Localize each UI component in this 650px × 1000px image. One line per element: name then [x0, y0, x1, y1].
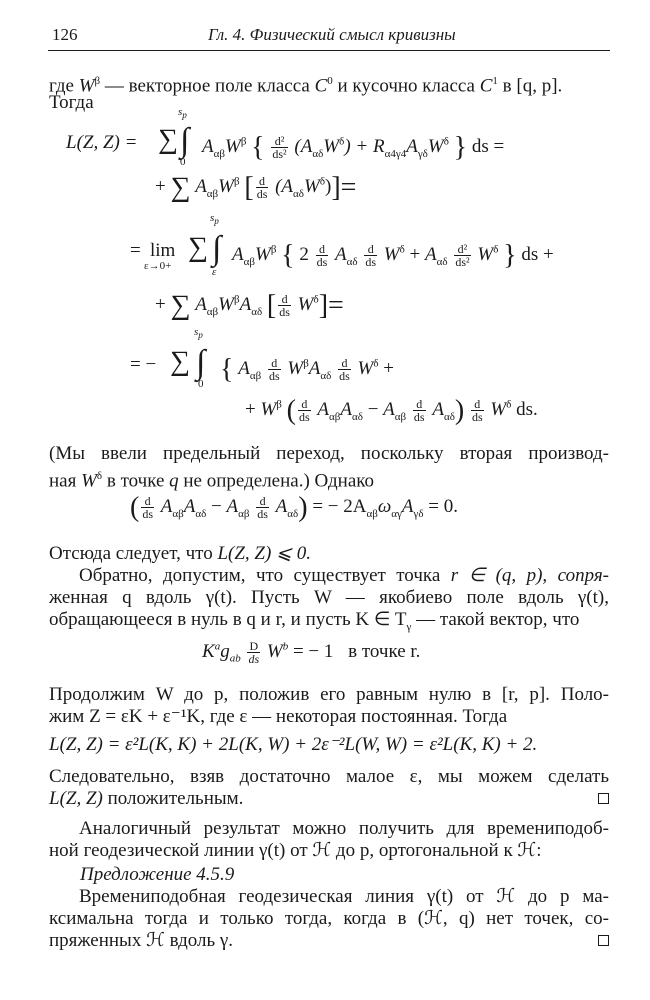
paragraph-line: Обратно, допустим, что существует точка r ∈ (q, p), сопря-	[79, 565, 610, 586]
page-number: 126	[52, 25, 78, 44]
math-symbol: W	[78, 75, 95, 97]
math-limit: lim	[150, 240, 176, 261]
paragraph-line: (Мы ввели предельный переход, поскольку вторая производ-	[49, 443, 609, 464]
math-integral: ∫	[180, 122, 190, 159]
text-run: — векторное поле класса	[104, 75, 310, 97]
proposition-line: ксимальна тогда и только тогда, когда в (ℋ, q) нет точек, со-	[49, 908, 609, 929]
integral-lower-limit: 0	[180, 156, 186, 168]
paragraph-line: L(Z, Z) положительным.	[49, 788, 244, 809]
math-symbol: C	[314, 75, 328, 97]
integrand: $A_{\alpha\beta}W^\beta$ { 2 $\frac{d}{ds}$ $A_{\alpha\delta}$ $\frac{d}{ds}$ $W^\delta + A_{\alpha\delta}$ $\frac{\text{d²}}{\text{ds²}}$ $W^\delta$ } ds +	[232, 240, 554, 271]
proposition-line: пряженных ℋ вдоль γ.	[49, 930, 234, 951]
math-superscript: β	[94, 75, 101, 87]
math-superscript: 1	[492, 75, 498, 87]
text-run: в [q, p].	[502, 75, 563, 97]
equation-7: ( $\frac{d}{ds}$ $A_{\alpha\beta}A_{\alpha\delta} - A_{\alpha\beta}$ $\frac{d}{ds}$ $A_{\alpha\delta}$) = − $2A_{\alpha\beta}\omega_{\alpha\gamma}A_{\gamma\delta} = 0$.	[130, 492, 459, 523]
integral-upper-limit: $s_p$	[178, 106, 187, 121]
equation-9: L(Z, Z) = ε²L(K, K) + 2L(K, W) + 2ε⁻²L(W, W) = ε²L(K, K) + 2.	[49, 734, 538, 755]
math-symbol: C	[479, 75, 493, 97]
end-of-proof-square	[598, 935, 609, 946]
math-lhs: L(Z, Z) =	[66, 132, 138, 153]
paragraph-intro-line	[49, 70, 562, 97]
paragraph-line: Следовательно, взяв достаточно малое ε, мы можем сделать	[49, 766, 609, 787]
paragraph-line: женная q вдоль γ(t). Пусть W — якобиево поле вдоль γ(t),	[49, 587, 609, 608]
book-page: 126 Гл. 4. Физический смысл кривизны где $W^\beta$ — векторное поле класса $C^0$ и кусочно класса $C^1$ в [q, p]. Тогда L(Z, Z) = ∑ ∫ $s_p$ 0 $A_{\alpha\beta}W^\beta$ { $\frac{\text{d²}}{\text{ds²}}$ $(A_{\alpha\delta}W^\delta) + R_{\alpha 4\gamma 4}A_{\gamma\delta}W^\delta$ } ds = + ∑ $A_{\alpha\beta}W^\beta$ [ $\frac{d}{ds}$ $(A_{\alpha\delta}W^\delta)]=$ = lim ε→0+ ∑ ∫ $s_p$ ε $A_{\alpha\beta}W^\beta$ { 2 $\frac{d}{ds}$ $A_{\alpha\delta}$ $\frac{d}{ds}$ $W^\delta + A_{\alpha\delta}$ $\frac{\text{d²}}{\text{ds²}}$ $W^\delta$ } ds + + ∑ $A_{\alpha\beta}W^\beta A_{\alpha\delta}$ [ $\frac{d}{ds}$ $W^\delta]=$ = − ∑ ∫ $s_p$ 0 { $A_{\alpha\beta}$ $\frac{d}{ds}$ $W^\beta A_{\alpha\delta}$ $\frac{d}{ds}$ $W^\delta$ + + $W^\beta$ ( $\frac{d}{ds}$ $A_{\alpha\beta}A_{\alpha\delta} - A_{\alpha\beta}$ $\frac{d}{ds}$ $A_{\alpha\delta}$) $\frac{d}{ds}$ $W^\delta$ ds. (Мы ввели предельный переход, поскольку вторая производ- ная $W^\delta$ в точке q не определена.) Однако ( $\frac{d}{ds}$ $A_{\alpha\beta}A_{\alpha\delta} - A_{\alpha\beta}$ $\frac{d}{ds}$ $A_{\alpha\delta}$) = − $2A_{\alpha\beta}\omega_{\alpha\gamma}A_{\gamma\delta} = 0$. Отсюда следует, что L(Z, Z) ⩽ 0. Обратно, допустим, что существует точка r ∈ (q, p), сопря- женная q вдоль γ(t). Пусть W — якобиево поле вдоль γ(t), обращающееся в нуль в q и r, и пусть K ∈ $T_\gamma$ — такой вектор, что $K^ag_{ab}$ $\frac{D}{ds}$ $W^b$ = − 1 в точке r. Продолжим W до p, положив его равным нулю в [r, p]. Поло- жим Z = εK + ε⁻¹K, где ε — некоторая постоянная. Тогда L(Z, Z) = ε²L(K, K) + 2L(K, W) + 2ε⁻²L(W, W) = ε²L(K, K) + 2. Следовательно, взяв достаточно малое ε, мы можем сделать L(Z, Z) положительным. Аналогичный результат можно получить для времениподоб- ной геодезической линии γ(t) от ℋ до p, ортогональной к ℋ: Предложение 4.5.9 Времениподобная геодезическая линия γ(t) от ℋ до p ма- ксимальна тогда и только тогда, когда в (ℋ, q) нет точек, со- пряженных ℋ вдоль γ.	[49, 25, 610, 951]
paragraph-line: ная $W^\delta$ в точке q не определена.) Однако	[49, 470, 375, 492]
proposition-title: Предложение 4.5.9	[80, 864, 235, 885]
equation-2: + ∑ $A_{\alpha\beta}W^\beta$ [ $\frac{d}{ds}$ $(A_{\alpha\delta}W^\delta)]=$	[155, 172, 357, 203]
paragraph-line: Продолжим W до p, положив его равным нулю в [r, p]. Поло-	[49, 684, 609, 705]
integrand: $A_{\alpha\beta}W^\beta$ { $\frac{\text{d²}}{\text{ds²}}$ $(A_{\alpha\delta}W^\delta) + R_{\alpha 4\gamma 4}A_{\gamma\delta}W^\delta$ } ds =	[202, 132, 505, 163]
running-title: Гл. 4. Физический смысл кривизны	[208, 25, 456, 44]
header-rule	[48, 50, 610, 51]
paragraph-line: Отсюда следует, что L(Z, Z) ⩽ 0.	[49, 543, 311, 564]
end-of-proof-square	[598, 793, 609, 804]
text-run: и кусочно класса	[337, 75, 475, 97]
math-superscript: 0	[327, 75, 333, 87]
paragraph-intro-line: Тогда	[49, 92, 94, 113]
math-sum: ∑	[158, 124, 178, 155]
equation-6: + $W^\beta$ ( $\frac{d}{ds}$ $A_{\alpha\beta}A_{\alpha\delta} - A_{\alpha\beta}$ $\frac{d}{ds}$ $A_{\alpha\delta}$) $\frac{d}{ds}$ $W^\delta$ ds.	[245, 395, 538, 426]
paragraph-line: обращающееся в нуль в q и r, и пусть K ∈ $T_\gamma$ — такой вектор, что	[49, 609, 580, 633]
paragraph-line: ной геодезической линии γ(t) от ℋ до p, ортогональной к ℋ:	[49, 840, 542, 861]
integrand: { $A_{\alpha\beta}$ $\frac{d}{ds}$ $W^\beta A_{\alpha\delta}$ $\frac{d}{ds}$ $W^\delta$ +	[220, 354, 395, 385]
math-limit-subscript: ε→0+	[144, 260, 172, 272]
text-run: где	[49, 75, 74, 97]
paragraph-line: Аналогичный результат можно получить для времениподоб-	[79, 818, 609, 839]
proposition-line: Времениподобная геодезическая линия γ(t) от ℋ до p ма-	[79, 886, 609, 907]
equation-4: + ∑ $A_{\alpha\beta}W^\beta A_{\alpha\delta}$ [ $\frac{d}{ds}$ $W^\delta]=$	[155, 290, 344, 321]
paragraph-line: жим Z = εK + ε⁻¹K, где ε — некоторая постоянная. Тогда	[49, 706, 508, 727]
equation-8: $K^ag_{ab}$ $\frac{D}{ds}$ $W^b$ = − 1 в точке r.	[202, 639, 421, 666]
